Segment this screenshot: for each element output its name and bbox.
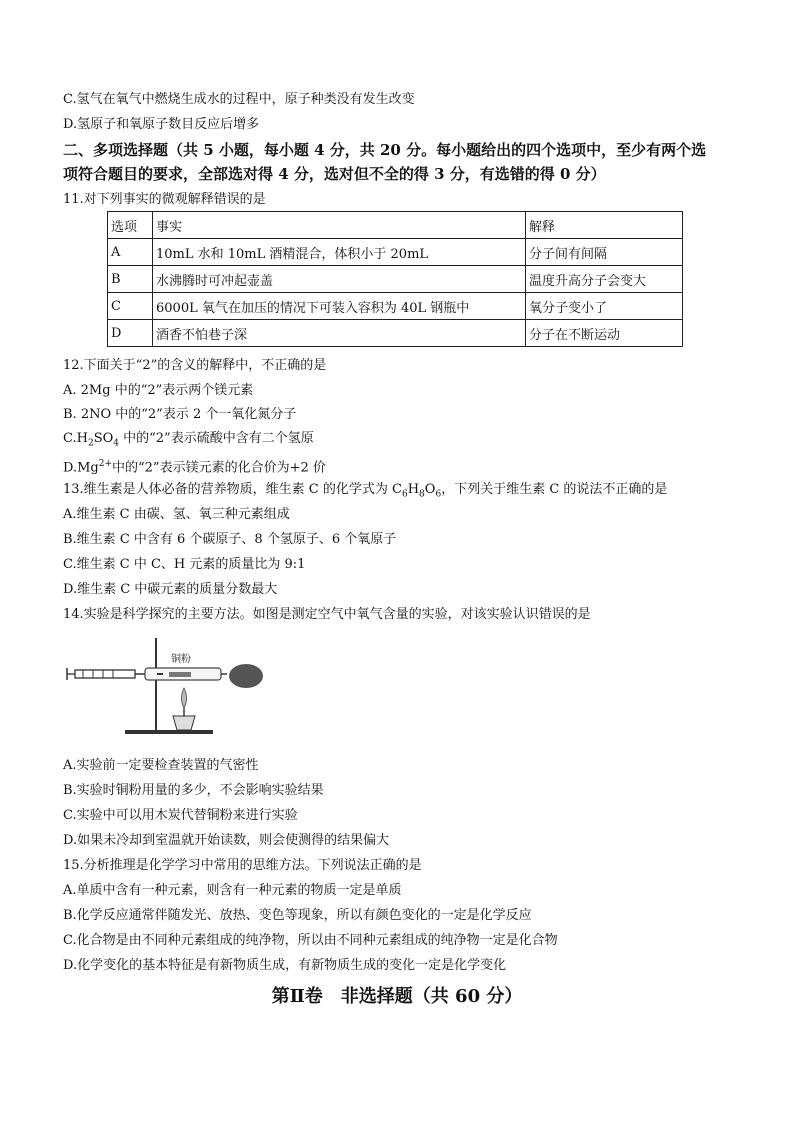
subscript: 6: [435, 489, 442, 500]
table-cell: B: [108, 266, 153, 293]
alcohol-burner: [173, 716, 195, 730]
q15-option-a: A.单质中含有一种元素，则含有一种元素的物质一定是单质: [63, 883, 402, 898]
table-cell: 分子间有间隔: [526, 239, 683, 266]
q15-option-c: C.化合物是由不同种元素组成的纯净物，所以由不同种元素组成的纯净物一定是化合物: [63, 933, 558, 948]
table-cell: 酒香不怕巷子深: [153, 320, 526, 347]
copper-powder-label: 铜粉: [171, 654, 191, 665]
question-14: 14.实验是科学探究的主要方法。如图是测定空气中氧气含量的实验，对该实验认识错误的是: [63, 607, 591, 622]
section-heading-line1: 二、多项选择题（共 5 小题，每小题 4 分，共 20 分。每小题给出的四个选项中，至少有两个选: [63, 141, 707, 159]
text-run: 中的“2”表示镁元素的化合价为+2 价: [112, 460, 326, 476]
table-header-row: [108, 212, 683, 239]
q12-option-c: [63, 430, 314, 453]
table-header-cell: 解释: [526, 212, 683, 239]
q13-option-a: A.维生素 C 由碳、氢、氧三种元素组成: [63, 507, 290, 522]
q14-option-a: A.实验前一定要检查装置的气密性: [63, 758, 259, 773]
table-header-cell: 选项: [108, 212, 153, 239]
superscript: 2+: [98, 459, 113, 469]
text-run: SO: [93, 431, 114, 446]
text-run: C.H: [63, 431, 88, 446]
subscript: 4: [113, 438, 119, 449]
table-row: [108, 320, 683, 347]
table-cell: A: [108, 239, 153, 266]
q11-table: [107, 211, 683, 347]
table-cell: 分子在不断运动: [526, 320, 683, 347]
table-cell: 氧分子变小了: [526, 293, 683, 320]
q15-option-b: B.化学反应通常伴随发光、放热、变色等现象，所以有颜色变化的一定是化学反应: [63, 908, 532, 923]
table-cell: C: [108, 293, 153, 320]
copper-powder: [169, 672, 191, 677]
q14-option-c: C.实验中可以用木炭代替铜粉来进行实验: [63, 808, 298, 823]
subscript: 8: [419, 489, 425, 500]
table-row: [108, 239, 683, 266]
q15-option-d: D.化学变化的基本特征是有新物质生成，有新物质生成的变化一定是化学变化: [63, 958, 507, 973]
table-header-cell: 事实: [153, 212, 526, 239]
table-row: [108, 293, 683, 320]
section-heading-line2: 项符合题目的要求，全部选对得 4 分，选对但不全的得 3 分，有选错的得 0 分）: [63, 165, 606, 183]
text-run: 中的“2”表示硫酸中含有二个氢原: [119, 431, 314, 446]
stand-base: [125, 730, 213, 734]
q13-option-c: C.维生素 C 中 C、H 元素的质量比为 9:1: [63, 557, 306, 572]
table-row: [108, 266, 683, 293]
question-12: 12.下面关于“2”的含义的解释中，不正确的是: [63, 358, 327, 373]
text-run: D.Mg: [63, 460, 99, 476]
flame: [182, 688, 187, 708]
table-cell: 温度升高分子会变大: [526, 266, 683, 293]
subscript: 6: [401, 489, 408, 500]
subscript: 2: [87, 438, 94, 449]
stand-rod: [155, 638, 157, 732]
text-run: ，下列关于维生素 C 的说法不正确的是: [441, 482, 668, 497]
text-run: H: [407, 482, 420, 497]
syringe-barrel: [75, 670, 135, 678]
q13-option-d: D.维生素 C 中碳元素的质量分数最大: [63, 582, 278, 597]
table-cell: 6000L 氧气在加压的情况下可装入容积为 40L 钢瓶中: [153, 293, 526, 320]
experiment-apparatus-figure: [63, 630, 263, 740]
text-run: 13.维生素是人体必备的营养物质，维生素 C 的化学式为 C: [63, 482, 402, 497]
question-11: 11.对下列事实的微观解释错误的是: [63, 192, 266, 207]
table-cell: 10mL 水和 10mL 酒精混合，体积小于 20mL: [153, 239, 526, 266]
q14-option-d: D.如果未冷却到室温就开始读数，则会使测得的结果偏大: [63, 833, 390, 848]
q12-option-b: B. 2NO 中的“2”表示 2 个一氧化氮分子: [63, 407, 297, 422]
part-2-heading: 第Ⅱ卷 非选择题（共 60 分）: [271, 986, 523, 1007]
table-cell: 水沸腾时可冲起壶盖: [153, 266, 526, 293]
question-13: [63, 481, 667, 504]
text-run: O: [424, 482, 436, 497]
q14-option-b: B.实验时铜粉用量的多少，不会影响实验结果: [63, 783, 324, 798]
option-c-q10: C.氢气在氧气中燃烧生成水的过程中，原子种类没有发生改变: [63, 92, 415, 107]
q12-option-d: [63, 455, 326, 477]
table-cell: D: [108, 320, 153, 347]
q12-option-a: A. 2Mg 中的“2”表示两个镁元素: [63, 383, 254, 398]
question-15: 15.分析推理是化学学习中常用的思维方法。下列说法正确的是: [63, 858, 422, 873]
balloon: [229, 664, 263, 688]
q13-option-b: B.维生素 C 中含有 6 个碳原子、8 个氢原子、6 个氧原子: [63, 532, 397, 547]
option-d-q10: D.氢原子和氧原子数目反应后增多: [63, 117, 260, 132]
